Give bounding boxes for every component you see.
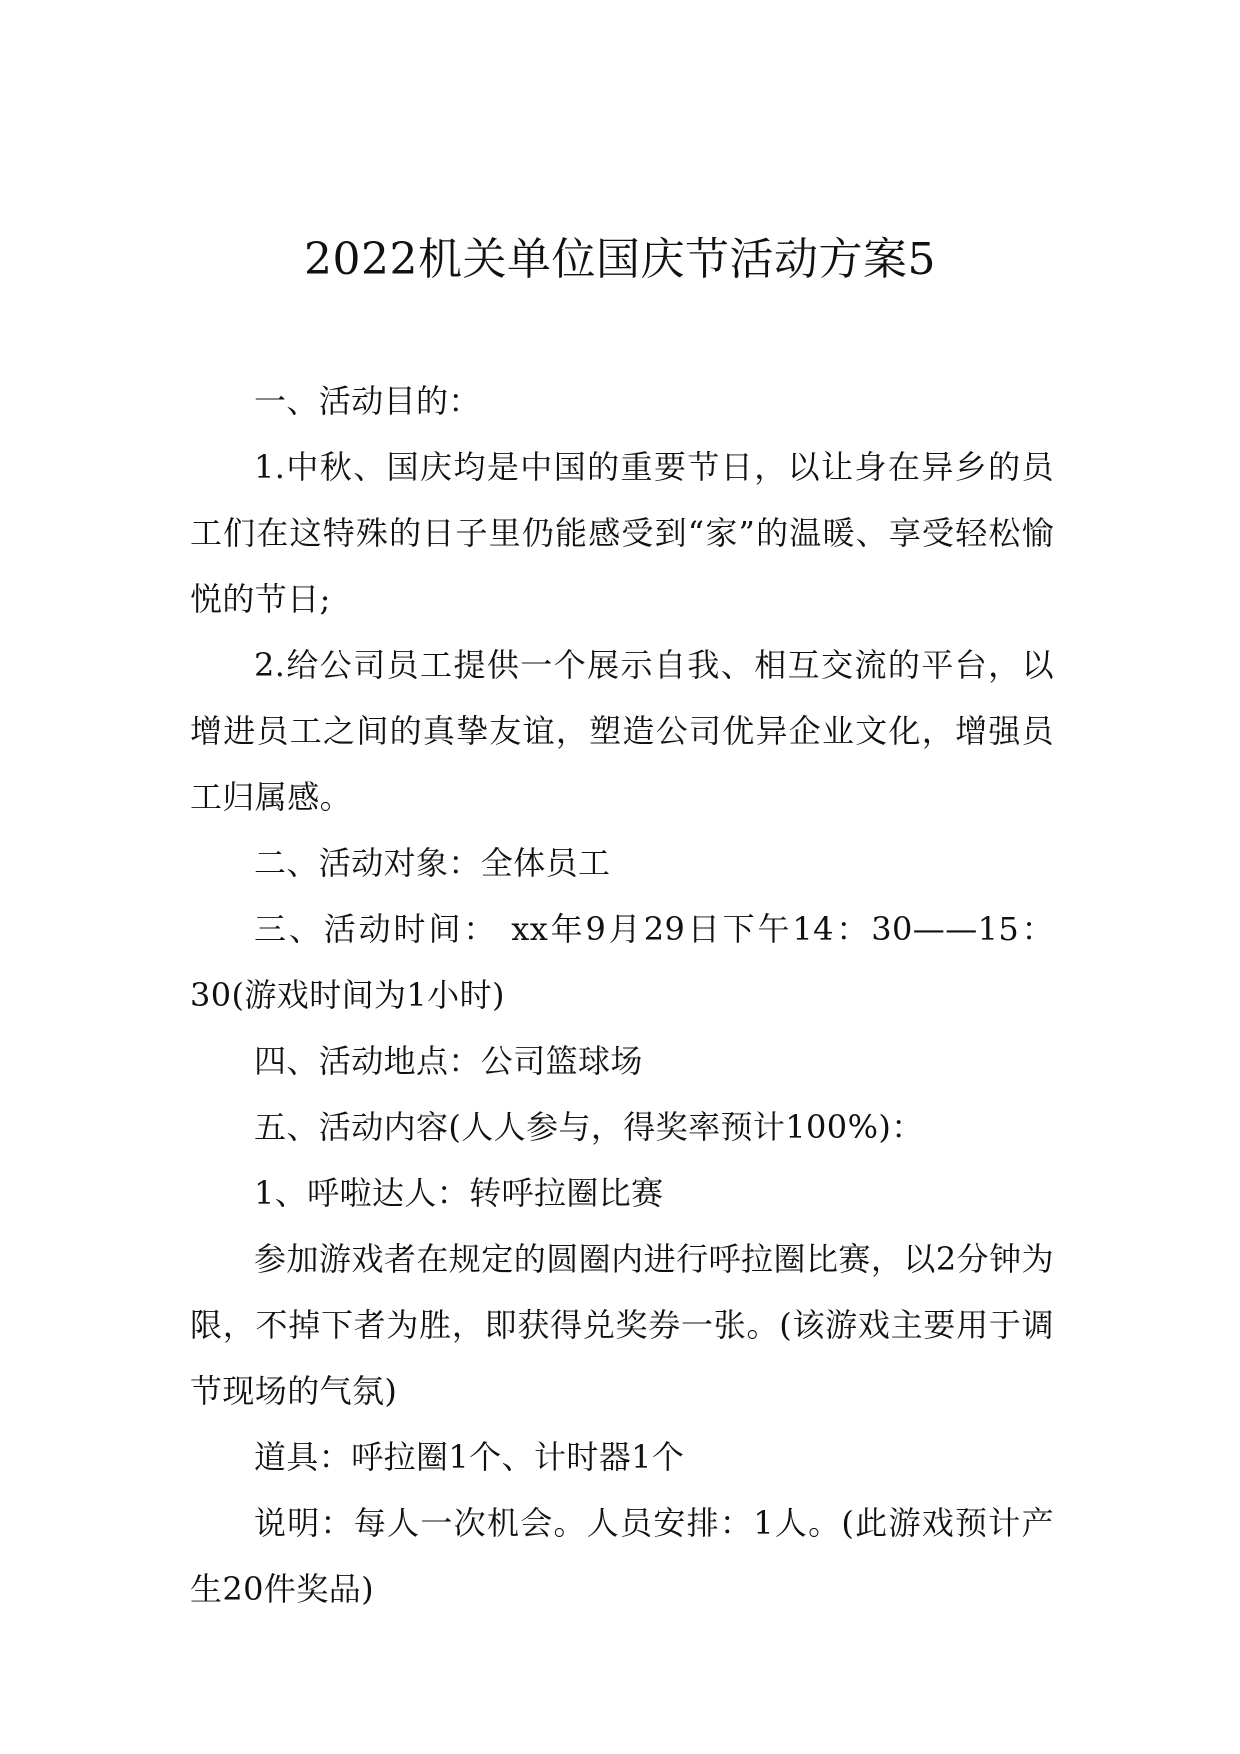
document-body: [190, 368, 1054, 1622]
purpose-item-1: 1.中秋、国庆均是中国的重要节日，以让身在异乡的员工们在这特殊的日子里仍能感受到“家”的温暖、享受轻松愉悦的节日;: [190, 448, 1054, 618]
activity-1-notes: 说明：每人一次机会。人员安排：1人。(此游戏预计产生20件奖品): [190, 1504, 1054, 1608]
section-heading-purpose: 一、活动目的：: [254, 382, 481, 420]
activity-1-title: 1、呼啦达人：转呼拉圈比赛: [254, 1174, 664, 1212]
activity-1-props: 道具：呼拉圈1个、计时器1个: [254, 1438, 685, 1476]
document-title: 2022机关单位国庆节活动方案5: [304, 234, 936, 285]
activity-1-description: 参加游戏者在规定的圆圈内进行呼拉圈比赛，以2分钟为限，不掉下者为胜，即获得兑奖券一张。(该游戏主要用于调节现场的气氛): [190, 1240, 1054, 1410]
section-participants: 二、活动对象：全体员工: [254, 844, 611, 882]
section-location: 四、活动地点：公司篮球场: [254, 1042, 643, 1080]
section-time: 三、活动时间： xx年9月29日下午14：30——15：30(游戏时间为1小时): [190, 910, 1054, 1014]
purpose-item-2: 2.给公司员工提供一个展示自我、相互交流的平台，以增进员工之间的真挚友谊，塑造公司优异企业文化，增强员工归属感。: [190, 646, 1054, 816]
section-content-heading: 五、活动内容(人人参与，得奖率预计100%)：: [254, 1108, 924, 1146]
